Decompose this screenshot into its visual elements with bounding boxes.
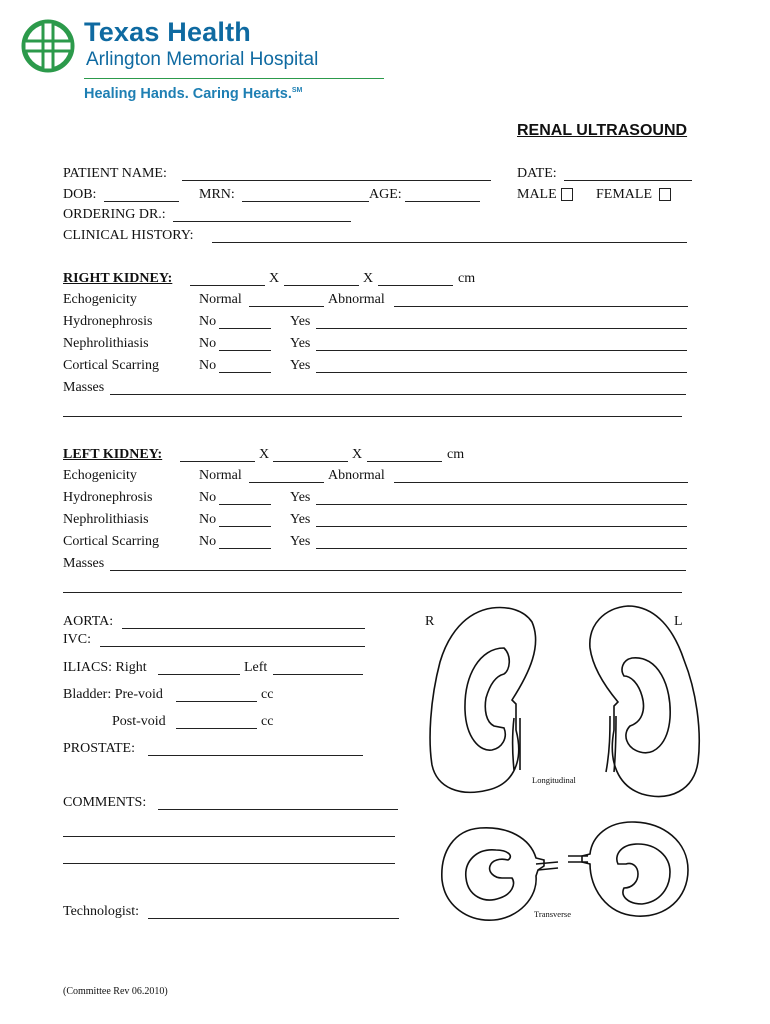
header-divider (84, 78, 384, 79)
comments-field-3[interactable] (63, 863, 395, 864)
patient-name-field[interactable] (182, 180, 491, 181)
diagram-left-label: L (674, 614, 683, 629)
bladder-postvoid-field[interactable] (176, 728, 257, 729)
patient-name-label: PATIENT NAME: (63, 166, 167, 181)
mrn-field[interactable] (242, 201, 369, 202)
left-cortical-no-field[interactable] (219, 548, 271, 549)
female-label: FEMALE (596, 187, 652, 202)
dob-label: DOB: (63, 187, 97, 202)
left-hydro-no-field[interactable] (219, 504, 271, 505)
bladder-postvoid-unit: cc (261, 714, 274, 729)
technologist-label: Technologist: (63, 904, 140, 919)
left-hydro-yes-field[interactable] (316, 504, 687, 505)
age-label: AGE: (369, 187, 402, 202)
bladder-prevoid-unit: cc (261, 687, 274, 702)
ordering-dr-label: ORDERING DR.: (63, 207, 166, 222)
iliacs-right-field[interactable] (158, 674, 240, 675)
left-masses-label: Masses (63, 556, 105, 571)
left-echogenicity-label: Echogenicity (63, 468, 137, 483)
right-cortical-no: No (199, 358, 217, 373)
aorta-label: AORTA: (63, 614, 114, 629)
bladder-postvoid-label: Post-void (112, 714, 166, 729)
left-normal-field[interactable] (249, 482, 324, 483)
right-kidney-dim2[interactable] (284, 285, 359, 286)
texas-health-logo-icon (20, 19, 76, 73)
right-kidney-longitudinal-sinus (465, 648, 509, 750)
left-cortical-yes-field[interactable] (316, 548, 687, 549)
left-masses-field-2[interactable] (63, 592, 682, 593)
date-label: DATE: (517, 166, 557, 181)
left-kidney-longitudinal-sinus (622, 658, 670, 753)
right-kidney-x2: X (363, 271, 374, 286)
left-normal-label: Normal (199, 468, 242, 483)
right-normal-field[interactable] (249, 306, 324, 307)
left-hydro-yes: Yes (290, 490, 311, 505)
aorta-field[interactable] (122, 628, 365, 629)
bladder-prevoid-field[interactable] (176, 701, 257, 702)
ordering-dr-field[interactable] (173, 221, 351, 222)
right-cortical-no-field[interactable] (219, 372, 271, 373)
right-masses-field[interactable] (110, 394, 686, 395)
date-field[interactable] (564, 180, 692, 181)
right-kidney-dim1[interactable] (190, 285, 265, 286)
right-cortical-yes-field[interactable] (316, 372, 687, 373)
left-kidney-dim1[interactable] (180, 461, 255, 462)
revision-footer: (Committee Rev 06.2010) (63, 986, 168, 997)
transverse-label: Transverse (534, 909, 571, 919)
right-hydro-no: No (199, 314, 217, 329)
left-cortical-label: Cortical Scarring (63, 534, 160, 549)
left-masses-field[interactable] (110, 570, 686, 571)
right-nephrolithiasis-label: Nephrolithiasis (63, 336, 149, 351)
bladder-prevoid-label: Bladder: Pre-void (63, 687, 163, 702)
left-abnormal-label: Abnormal (328, 468, 385, 483)
male-checkbox[interactable] (561, 188, 573, 201)
left-hydronephrosis-label: Hydronephrosis (63, 490, 153, 505)
left-kidney-transverse-outline (582, 822, 688, 916)
technologist-field[interactable] (148, 918, 399, 919)
mrn-label: MRN: (199, 187, 235, 202)
longitudinal-label: Longitudinal (532, 775, 576, 785)
right-abnormal-field[interactable] (394, 306, 688, 307)
right-kidney-unit: cm (458, 271, 476, 286)
right-nephro-no: No (199, 336, 217, 351)
form-title: RENAL ULTRASOUND (517, 122, 688, 139)
iliacs-right-label: ILIACS: Right (63, 660, 147, 675)
iliacs-left-label: Left (244, 660, 268, 675)
right-abnormal-label: Abnormal (328, 292, 385, 307)
clinical-history-label: CLINICAL HISTORY: (63, 228, 194, 243)
female-checkbox[interactable] (659, 188, 671, 201)
kidney-diagram (420, 600, 710, 940)
clinical-history-field[interactable] (212, 242, 687, 243)
left-abnormal-field[interactable] (394, 482, 688, 483)
tagline-text: Healing Hands. Caring Hearts. (84, 86, 292, 102)
diagram-right-label: R (425, 614, 435, 629)
left-kidney-dim2[interactable] (273, 461, 348, 462)
prostate-label: PROSTATE: (63, 741, 136, 756)
left-kidney-transverse-sinus (617, 844, 670, 904)
left-cortical-no: No (199, 534, 217, 549)
left-transverse-ureter (568, 856, 588, 862)
tagline (84, 86, 302, 102)
right-hydro-yes: Yes (290, 314, 311, 329)
left-kidney-unit: cm (447, 447, 465, 462)
left-nephro-no-field[interactable] (219, 526, 271, 527)
ivc-label: IVC: (63, 632, 91, 647)
right-kidney-x1: X (269, 271, 280, 286)
right-masses-label: Masses (63, 380, 105, 395)
comments-label: COMMENTS: (63, 795, 147, 810)
prostate-field[interactable] (148, 755, 363, 756)
ivc-field[interactable] (100, 646, 365, 647)
left-nephro-no: No (199, 512, 217, 527)
right-kidney-transverse-sinus (466, 850, 514, 900)
right-kidney-dim3[interactable] (378, 285, 453, 286)
right-hydro-no-field[interactable] (219, 328, 271, 329)
right-hydronephrosis-label: Hydronephrosis (63, 314, 153, 329)
age-field[interactable] (405, 201, 480, 202)
right-cortical-label: Cortical Scarring (63, 358, 160, 373)
comments-field-2[interactable] (63, 836, 395, 837)
left-nephro-yes-field[interactable] (316, 526, 687, 527)
left-kidney-dim3[interactable] (367, 461, 442, 462)
right-normal-label: Normal (199, 292, 242, 307)
left-nephro-yes: Yes (290, 512, 311, 527)
comments-field[interactable] (158, 809, 398, 810)
org-name: Texas Health (84, 17, 251, 47)
right-kidney-heading: RIGHT KIDNEY: (63, 271, 173, 286)
left-nephrolithiasis-label: Nephrolithiasis (63, 512, 149, 527)
left-kidney-x2: X (352, 447, 363, 462)
org-subtitle: Arlington Memorial Hospital (86, 49, 319, 70)
left-kidney-heading: LEFT KIDNEY: (63, 447, 163, 462)
left-cortical-yes: Yes (290, 534, 311, 549)
right-nephro-yes: Yes (290, 336, 311, 351)
iliacs-left-field[interactable] (273, 674, 363, 675)
male-label: MALE (517, 187, 557, 202)
right-cortical-yes: Yes (290, 358, 311, 373)
right-nephro-yes-field[interactable] (316, 350, 687, 351)
dob-field[interactable] (104, 201, 179, 202)
right-hydro-yes-field[interactable] (316, 328, 687, 329)
left-hydro-no: No (199, 490, 217, 505)
tagline-mark: SM (291, 87, 303, 95)
right-masses-field-2[interactable] (63, 416, 682, 417)
left-kidney-x1: X (259, 447, 270, 462)
right-nephro-no-field[interactable] (219, 350, 271, 351)
right-echogenicity-label: Echogenicity (63, 292, 137, 307)
